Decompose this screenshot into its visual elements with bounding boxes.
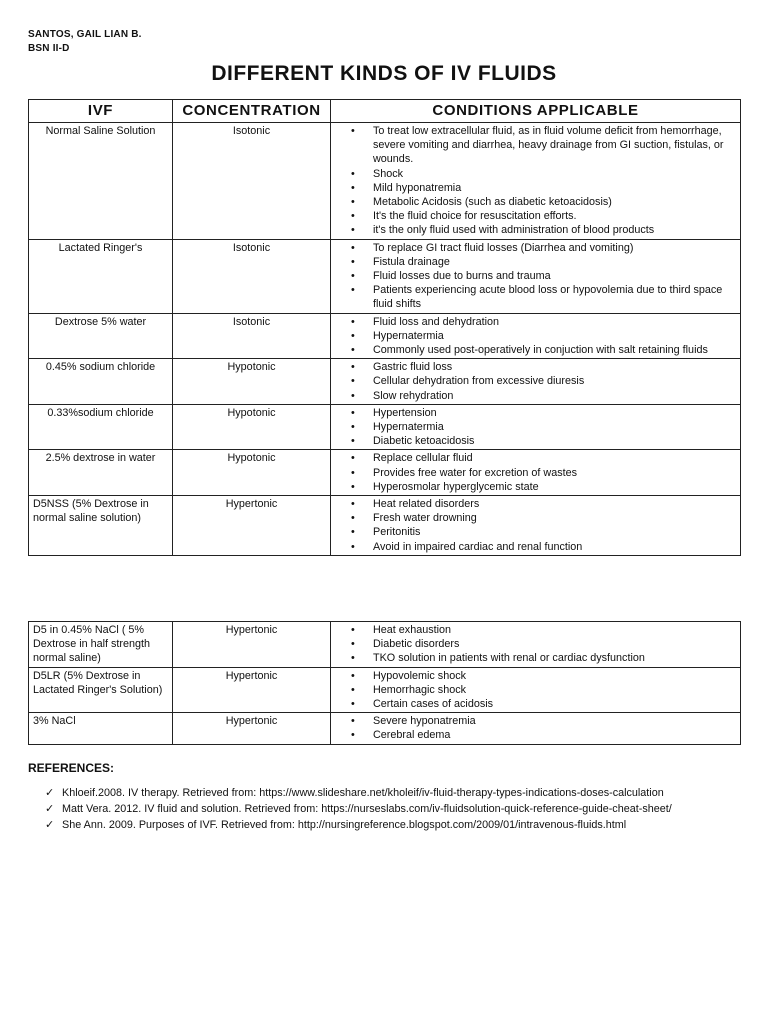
concentration: Hypertonic [173,496,331,556]
conditions-cell [331,359,741,405]
condition-item: • TKO solution in patients with renal or cardiac dysfunction [373,651,736,665]
concentration: Hypotonic [173,359,331,405]
condition-item: • Replace cellular fluid [373,451,736,465]
concentration: Hypotonic [173,404,331,450]
reference-text: She Ann. 2009. Purposes of IVF. Retrieved from: http://nursingreference.blogspot.com/2009/01/intravenous-fluids.html [62,819,627,832]
checkmark-icon: ✓ [45,803,55,816]
ivf-name: Normal Saline Solution [29,123,173,240]
condition-item: • Mild hyponatremia [373,181,736,195]
conditions-cell [331,123,741,240]
condition-item: • Hypernatermia [373,329,736,343]
condition-item: • Hypertension [373,406,736,420]
conditions-list [335,360,736,403]
condition-item: • Heat related disorders [373,497,736,511]
conditions-list [335,497,736,554]
condition-item: • Diabetic disorders [373,637,736,651]
concentration: Hypotonic [173,450,331,496]
condition-item: • it's the only fluid used with administration of blood products [373,223,736,237]
ivf-name: D5 in 0.45% NaCl ( 5% Dextrose in half strength normal saline) [29,622,173,668]
concentration: Isotonic [173,123,331,240]
conditions-cell [331,404,741,450]
reference-item [34,786,724,800]
ivf-name: Dextrose 5% water [29,313,173,359]
condition-item: • To treat low extracellular fluid, as in fluid volume deficit from hemorrhage, severe vomiting and diarrhea, heavy drainage from GI suction, fistulas, or wounds. [373,124,736,167]
condition-item: • Cerebral edema [373,728,736,742]
condition-item: • Peritonitis [373,525,736,539]
condition-item: • Fluid loss and dehydration [373,315,736,329]
table-body [29,123,741,556]
checkmark-icon: ✓ [45,819,55,832]
table-row [29,123,741,240]
condition-item: • Slow rehydration [373,389,736,403]
condition-item: • It's the fluid choice for resuscitation efforts. [373,209,736,223]
author-header [28,28,142,56]
concentration: Isotonic [173,239,331,313]
concentration: Isotonic [173,313,331,359]
conditions-list [335,451,736,494]
ivf-name: 3% NaCl [29,713,173,744]
conditions-list [335,714,736,742]
conditions-cell [331,239,741,313]
conditions-list [335,124,736,238]
conditions-cell [331,313,741,359]
conditions-cell [331,622,741,668]
references-list [34,786,724,835]
condition-item: • Certain cases of acidosis [373,697,736,711]
conditions-cell [331,496,741,556]
table-row [29,713,741,744]
table-row [29,359,741,405]
conditions-list [335,315,736,358]
references-heading: REFERENCES: [28,761,115,775]
ivf-name: Lactated Ringer's [29,239,173,313]
page-title: DIFFERENT KINDS OF IV FLUIDS [211,62,557,85]
condition-item: • Hypovolemic shock [373,669,736,683]
header-concentration: CONCENTRATION [173,100,331,123]
condition-item: • Hemorrhagic shock [373,683,736,697]
reference-item [34,802,724,816]
ivf-name: D5LR (5% Dextrose in Lactated Ringer's Solution) [29,667,173,713]
iv-fluids-table [28,99,741,556]
conditions-list [335,241,736,312]
checkmark-icon: ✓ [45,787,55,799]
conditions-list [335,406,736,449]
header-conditions: CONDITIONS APPLICABLE [331,100,741,123]
concentration: Hypertonic [173,713,331,744]
condition-item: • Shock [373,167,736,181]
condition-item: • Fluid losses due to burns and trauma [373,269,736,283]
condition-item: • Fistula drainage [373,255,736,269]
author-section: BSN II-D [28,43,70,54]
condition-item: • Metabolic Acidosis (such as diabetic ketoacidosis) [373,195,736,209]
table-row [29,404,741,450]
condition-item: • Commonly used post-operatively in conjuction with salt retaining fluids [373,343,736,357]
table-row [29,622,741,668]
condition-item: • Hyperosmolar hyperglycemic state [373,480,736,494]
table-row [29,496,741,556]
ivf-name: 2.5% dextrose in water [29,450,173,496]
reference-item [34,818,724,832]
conditions-cell [331,450,741,496]
condition-item: • Avoid in impaired cardiac and renal function [373,540,736,554]
ivf-name: 0.33%sodium chloride [29,404,173,450]
concentration: Hypertonic [173,667,331,713]
table-row [29,239,741,313]
author-name: SANTOS, GAIL LIAN B. [28,29,142,40]
ivf-name: D5NSS (5% Dextrose in normal saline solution) [29,496,173,556]
conditions-list [335,669,736,712]
condition-item: • Gastric fluid loss [373,360,736,374]
table-header-row [29,100,741,123]
ivf-name: 0.45% sodium chloride [29,359,173,405]
table-row [29,450,741,496]
reference-text: Matt Vera. 2012. IV fluid and solution. Retrieved from: https://nurseslabs.com/iv-fluidsolution-quick-reference-guide-cheat-sheet/ [62,803,672,816]
condition-item: • To replace GI tract fluid losses (Diarrhea and vomiting) [373,241,736,255]
concentration: Hypertonic [173,622,331,668]
iv-fluids-table-continued [28,621,741,745]
condition-item: • Severe hyponatremia [373,714,736,728]
condition-item: • Cellular dehydration from excessive diuresis [373,374,736,388]
header-ivf: IVF [29,100,173,123]
conditions-cell [331,667,741,713]
table-body-continued [29,622,741,745]
table-row [29,667,741,713]
condition-item: • Hypernatermia [373,420,736,434]
condition-item: • Fresh water drowning [373,511,736,525]
conditions-cell [331,713,741,744]
condition-item: • Heat exhaustion [373,623,736,637]
conditions-list [335,623,736,666]
reference-text: Khloeif.2008. IV therapy. Retrieved from: https://www.slideshare.net/kholeif/iv-fluid-therapy-types-indications-doses-calculation [62,787,664,799]
table-row [29,313,741,359]
condition-item: • Patients experiencing acute blood loss or hypovolemia due to third space fluid shifts [373,283,736,311]
condition-item: • Provides free water for excretion of wastes [373,466,736,480]
condition-item: • Diabetic ketoacidosis [373,434,736,448]
